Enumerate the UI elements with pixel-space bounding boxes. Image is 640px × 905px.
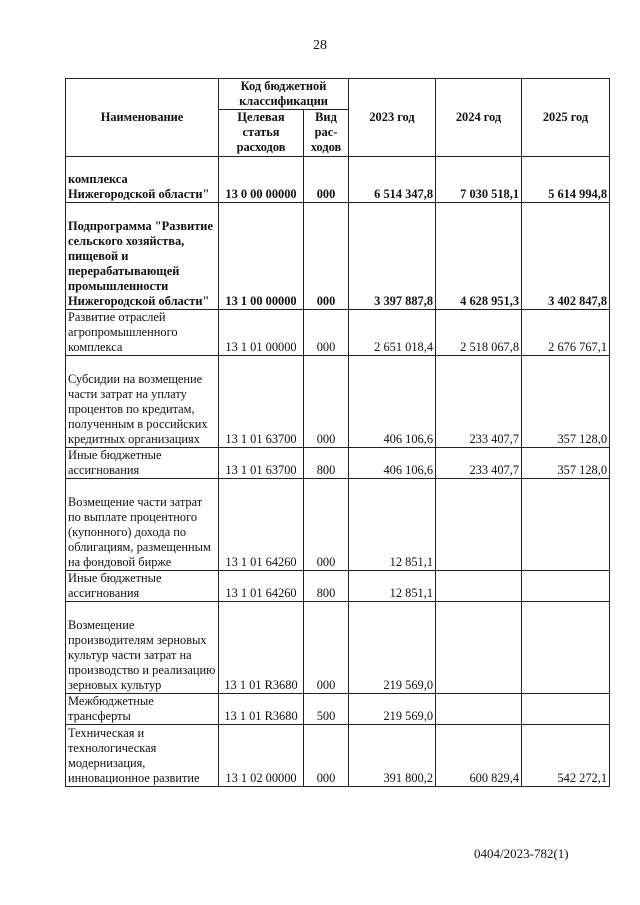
- row-kind: 000: [304, 157, 349, 203]
- row-name: Возмещение производителям зерновых культур части затрат на производство и реализацию зерновых культур: [66, 602, 219, 694]
- row-target: 13 1 01 64260: [219, 571, 304, 602]
- table-row: [66, 356, 610, 448]
- row-2024: 4 628 951,3: [436, 203, 522, 310]
- table-row: [66, 479, 610, 571]
- row-name: Иные бюджетные ассигнования: [66, 571, 219, 602]
- header-year-2025: 2025 год: [522, 79, 610, 157]
- table-row: [66, 694, 610, 725]
- table-row: [66, 602, 610, 694]
- row-target: 13 1 01 63700: [219, 356, 304, 448]
- row-target: 13 1 02 00000: [219, 725, 304, 787]
- row-2023: 12 851,1: [349, 479, 436, 571]
- header-code-group: Код бюджетной классификации: [219, 79, 349, 110]
- row-2023: 219 569,0: [349, 694, 436, 725]
- header-name: Наименование: [66, 79, 219, 157]
- table-row: [66, 157, 610, 203]
- document-id: 0404/2023-782(1): [474, 846, 569, 861]
- header-expense-kind: Вид рас-ходов: [304, 110, 349, 157]
- row-target: 13 1 01 63700: [219, 448, 304, 479]
- row-2024: [436, 571, 522, 602]
- row-2025: [522, 479, 610, 571]
- row-name: комплекса Нижегородской области": [66, 157, 219, 203]
- row-2023: 6 514 347,8: [349, 157, 436, 203]
- header-year-2024: 2024 год: [436, 79, 522, 157]
- row-2023: 3 397 887,8: [349, 203, 436, 310]
- row-2024: 2 518 067,8: [436, 310, 522, 356]
- row-kind: 000: [304, 203, 349, 310]
- row-2023: 219 569,0: [349, 602, 436, 694]
- row-2025: [522, 571, 610, 602]
- row-kind: 800: [304, 571, 349, 602]
- row-name: Подпрограмма "Развитие сельского хозяйства, пищевой и перерабатывающей промышленности Нижегородской области": [66, 203, 219, 310]
- table-row: [66, 203, 610, 310]
- row-kind: 000: [304, 725, 349, 787]
- row-2024: 233 407,7: [436, 448, 522, 479]
- row-name: Межбюджетные трансферты: [66, 694, 219, 725]
- row-target: 13 1 01 64260: [219, 479, 304, 571]
- row-target: 13 1 01 R3680: [219, 694, 304, 725]
- row-2023: 391 800,2: [349, 725, 436, 787]
- row-2024: 600 829,4: [436, 725, 522, 787]
- row-name: Развитие отраслей агропромышленного комплекса: [66, 310, 219, 356]
- row-2023: 406 106,6: [349, 448, 436, 479]
- row-2024: 7 030 518,1: [436, 157, 522, 203]
- table-row: [66, 310, 610, 356]
- budget-table: [65, 78, 610, 787]
- row-name: Возмещение части затрат по выплате процентного (купонного) дохода по облигациям, размещенным на фондовой бирже: [66, 479, 219, 571]
- table-row: [66, 725, 610, 787]
- row-2025: 542 272,1: [522, 725, 610, 787]
- header-year-2023: 2023 год: [349, 79, 436, 157]
- row-kind: 800: [304, 448, 349, 479]
- row-2023: 12 851,1: [349, 571, 436, 602]
- row-2025: 5 614 994,8: [522, 157, 610, 203]
- row-2025: [522, 602, 610, 694]
- row-target: 13 1 00 00000: [219, 203, 304, 310]
- row-2024: [436, 479, 522, 571]
- row-2025: [522, 694, 610, 725]
- row-kind: 000: [304, 479, 349, 571]
- row-kind: 000: [304, 356, 349, 448]
- row-name: Субсидии на возмещение части затрат на уплату процентов по кредитам, полученным в российских кредитных организациях: [66, 356, 219, 448]
- row-name: Техническая и технологическая модернизация, инновационное развитие: [66, 725, 219, 787]
- row-target: 13 1 01 R3680: [219, 602, 304, 694]
- row-name: Иные бюджетные ассигнования: [66, 448, 219, 479]
- table-row: [66, 571, 610, 602]
- row-2025: 357 128,0: [522, 448, 610, 479]
- row-2023: 406 106,6: [349, 356, 436, 448]
- row-2024: 233 407,7: [436, 356, 522, 448]
- row-2023: 2 651 018,4: [349, 310, 436, 356]
- row-target: 13 0 00 00000: [219, 157, 304, 203]
- row-2025: 357 128,0: [522, 356, 610, 448]
- row-2024: [436, 602, 522, 694]
- header-target-article: Целевая статья расходов: [219, 110, 304, 157]
- row-target: 13 1 01 00000: [219, 310, 304, 356]
- row-2025: 2 676 767,1: [522, 310, 610, 356]
- row-2025: 3 402 847,8: [522, 203, 610, 310]
- page-number: 28: [313, 38, 327, 53]
- table-row: [66, 448, 610, 479]
- row-kind: 000: [304, 310, 349, 356]
- row-kind: 000: [304, 602, 349, 694]
- row-2024: [436, 694, 522, 725]
- row-kind: 500: [304, 694, 349, 725]
